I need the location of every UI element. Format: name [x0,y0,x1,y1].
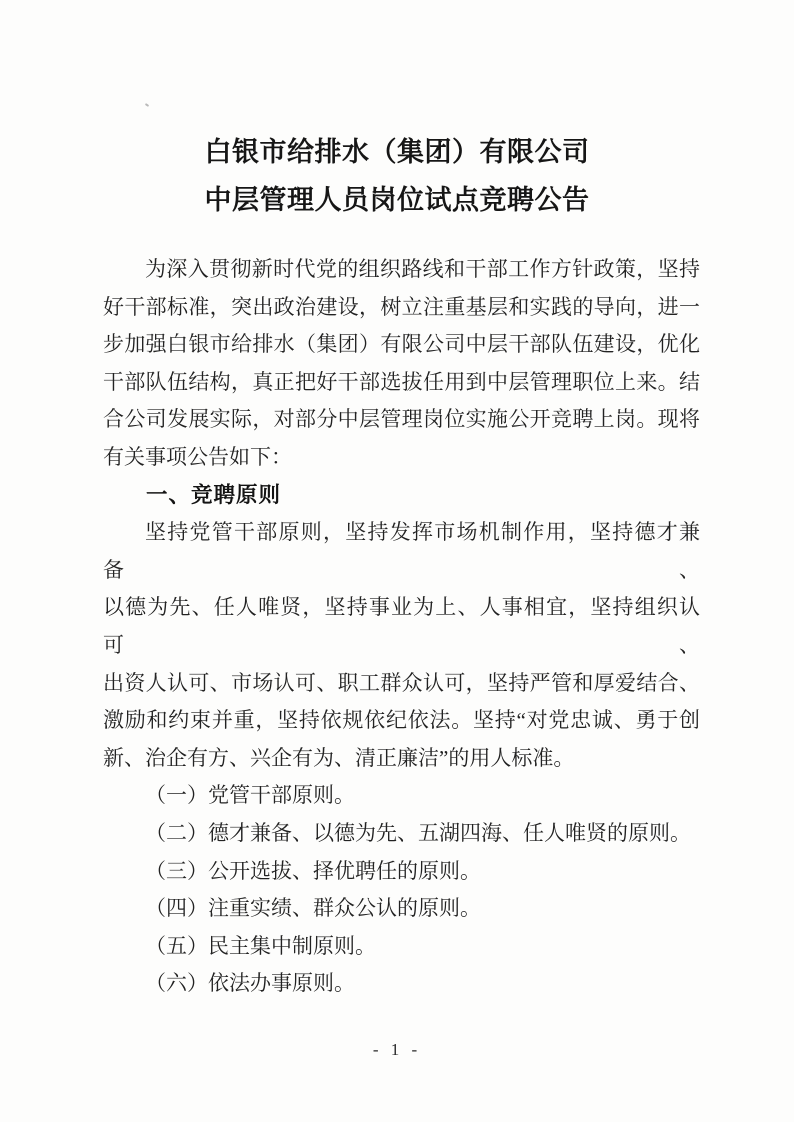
section-1-line-5: 新、治企有方、兴企有为、清正廉洁”的用人标准。 [103,745,575,770]
intro-line-5: 合公司发展实际，对部分中层管理岗位实施公开竞聘上岗。现将 [103,407,700,432]
intro-line-2: 好干部标准，突出政治建设，树立注重基层和实践的导向，进一 [103,294,700,319]
principle-item-2: （二）德才兼备、以德为先、五湖四海、任人唯贤的原则。 [145,820,691,845]
document-title [0,128,794,224]
principle-item-3: （三）公开选拔、择优聘任的原则。 [145,858,481,883]
intro-line-6: 有关事项公告如下： [103,444,292,469]
page-number: - 1 - [372,1040,422,1059]
section-1-line-3: 出资人认可、市场认可、职工群众认可，坚持严管和厚爱结合、 [103,670,700,695]
section-1-line-4: 激励和约束并重，坚持依规依纪依法。坚持“对党忠诚、勇于创 [103,708,700,733]
title-line-2: 中层管理人员岗位试点竞聘公告 [204,185,590,215]
scan-speck [145,103,149,107]
principle-item-6: （六）依法办事原则。 [145,971,355,996]
section-1-heading: 一、竞聘原则 [146,482,282,507]
intro-line-4: 干部队伍结构，真正把好干部选拔任用到中层管理职位上来。结 [103,369,700,394]
principle-item-1: （一）党管干部原则。 [145,783,355,808]
section-1-line-1: 坚持党管干部原则，坚持发挥市场机制作用，坚持德才兼备、 [103,520,700,582]
intro-line-3: 步加强白银市给排水（集团）有限公司中层干部队伍建设，优化 [103,332,700,357]
section-1-line-2: 以德为先、任人唯贤，坚持事业为上、人事相宜，坚持组织认可、 [103,595,700,657]
principle-item-4: （四）注重实绩、群众公认的原则。 [145,896,481,921]
document-body [103,251,700,1003]
intro-line-1: 为深入贯彻新时代党的组织路线和干部工作方针政策，坚持 [145,257,700,281]
principle-item-5: （五）民主集中制原则。 [145,933,376,958]
title-line-1: 白银市给排水（集团）有限公司 [204,137,590,167]
